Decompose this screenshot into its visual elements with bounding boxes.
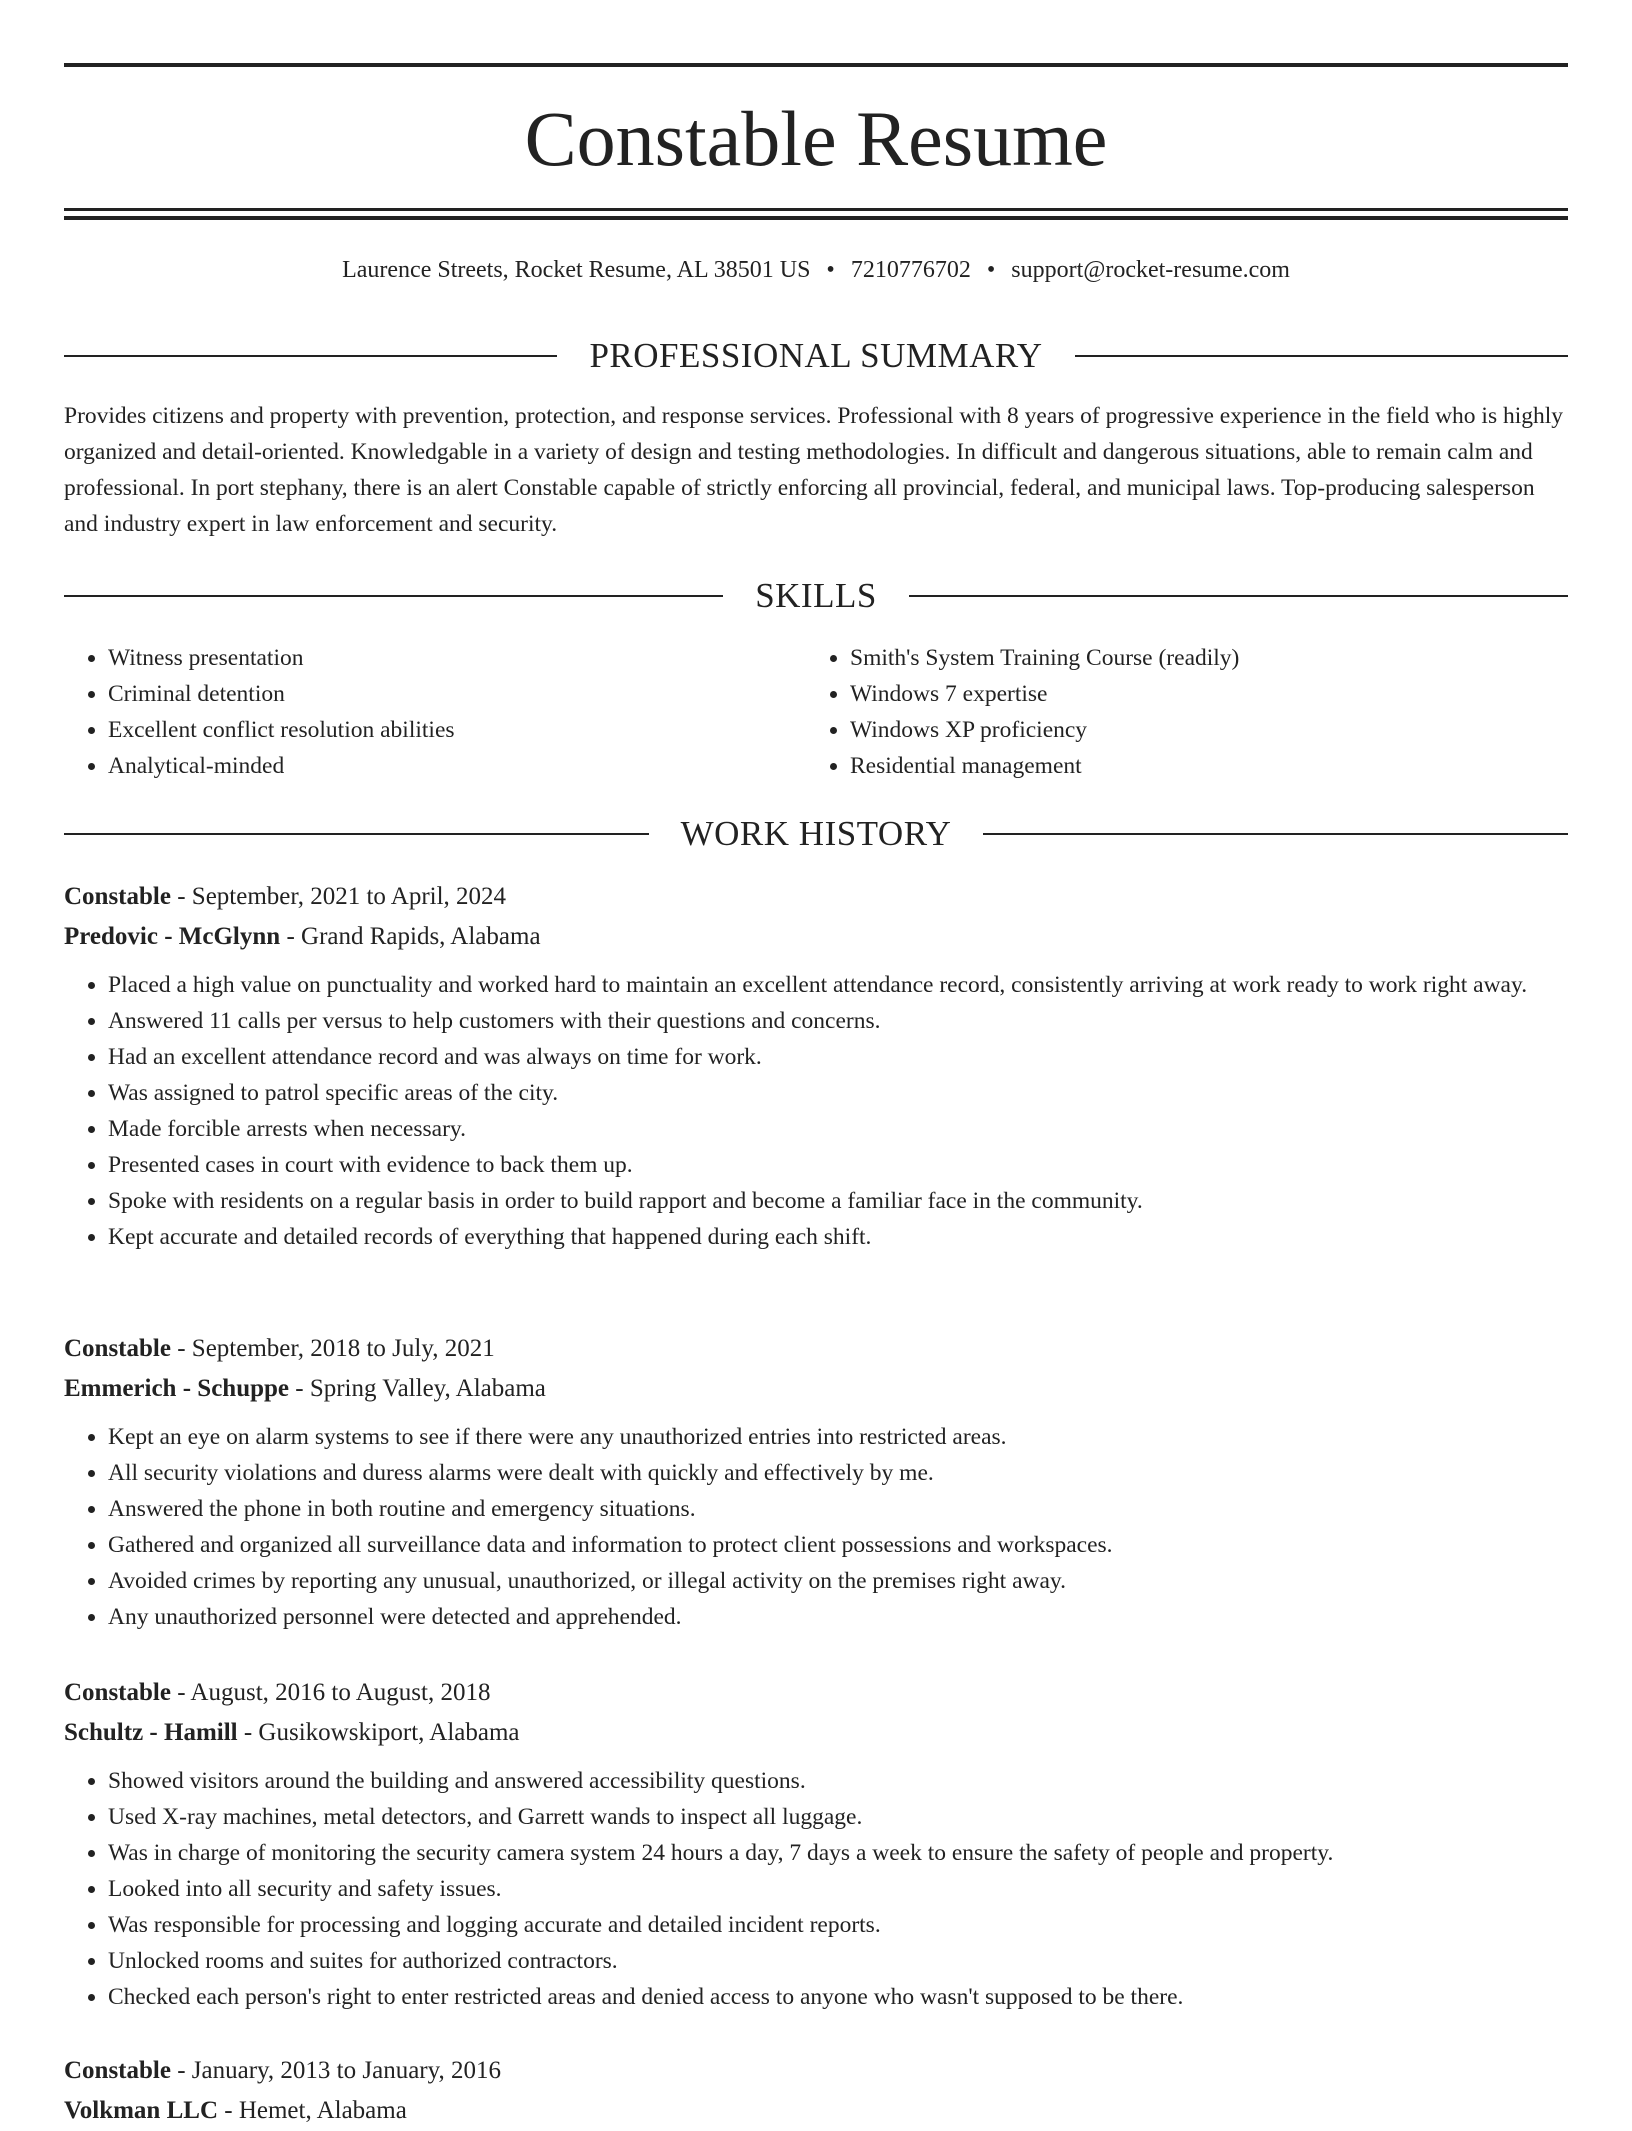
job-bullet: • Kept accurate and detailed records of everything that happened during each shift. xyxy=(108,1219,1568,1255)
contact-line xyxy=(64,254,1568,286)
job-bullet: • Used X-ray machines, metal detectors, and Garrett wands to inspect all luggage. xyxy=(108,1799,1568,1835)
job-role: Constable xyxy=(64,1335,171,1362)
job-entry xyxy=(64,1673,1568,2015)
job-entry xyxy=(64,2051,1568,2131)
job-bullet: • Presented cases in court with evidence to back them up. xyxy=(108,1147,1568,1183)
skill-item: • Windows XP proficiency xyxy=(850,712,1548,748)
summary-text: Provides citizens and property with prevention, protection, and response services. Professional with 8 years of progressive experience in the field who is highly organized and detail-oriented. Knowledgable in a variety of design and testing methodologies. In difficult and dangerous situations, able to remain calm and professional. In port stephany, there is an alert Constable capable of strictly enforcing all provincial, federal, and municipal laws. Top-producing salesperson and industry expert in law enforcement and security. xyxy=(64,403,1564,537)
skill-item: • Windows 7 expertise xyxy=(850,676,1548,712)
job-bullet: • Any unauthorized personnel were detected and apprehended. xyxy=(108,1599,1568,1635)
job-dates: - January, 2013 to January, 2016 xyxy=(170,2057,501,2084)
job-bullet: • All security violations and duress alarms were dealt with quickly and effectively by me. xyxy=(108,1455,1568,1491)
job-bullet: • Looked into all security and safety issues. xyxy=(108,1871,1568,1907)
job-bullet: • Placed a high value on punctuality and worked hard to maintain an excellent attendance record, consistently arriving at work ready to work right away. xyxy=(108,967,1568,1003)
skill-item: • Smith's System Training Course (readily) xyxy=(850,640,1548,676)
job-title-line xyxy=(64,877,1568,917)
job-entry xyxy=(64,877,1568,1255)
heading-rule-right xyxy=(983,833,1568,835)
work-history-heading-label: WORK HISTORY xyxy=(680,814,952,853)
heading-rule-left xyxy=(64,833,649,835)
job-company-line xyxy=(64,1713,1568,1753)
job-company-line xyxy=(64,917,1568,957)
job-company: Emmerich - Schuppe xyxy=(64,1375,289,1402)
job-location: - Grand Rapids, Alabama xyxy=(280,923,541,950)
heading-rule-right xyxy=(909,595,1568,597)
job-dates: - September, 2018 to July, 2021 xyxy=(170,1335,495,1362)
skills-list xyxy=(64,640,1568,784)
job-company-line xyxy=(64,2091,1568,2131)
top-rule xyxy=(64,63,1568,67)
title-rule-upper xyxy=(64,208,1568,211)
contact-separator: • xyxy=(826,257,835,283)
job-bullets xyxy=(64,967,1568,1255)
job-bullet: • Gathered and organized all surveillance data and information to protect client possessions and workspaces. xyxy=(108,1527,1568,1563)
skill-item: • Residential management xyxy=(850,748,1548,784)
contact-address: Laurence Streets, Rocket Resume, AL 38501 US xyxy=(342,257,811,283)
job-bullet: • Was assigned to patrol specific areas of the city. xyxy=(108,1075,1568,1111)
job-title-line xyxy=(64,2051,1568,2091)
summary-heading xyxy=(64,334,1568,378)
job-bullets xyxy=(64,1419,1568,1635)
heading-rule-left xyxy=(64,595,723,597)
job-title-line xyxy=(64,1673,1568,1713)
resume-title: Constable Resume xyxy=(524,95,1108,182)
skills-column-right xyxy=(806,640,1548,784)
skill-item: • Criminal detention xyxy=(108,676,806,712)
job-role: Constable xyxy=(64,2057,171,2084)
work-history-heading xyxy=(64,812,1568,856)
skill-item: • Witness presentation xyxy=(108,640,806,676)
heading-rule-left xyxy=(64,355,557,357)
job-bullet: • Spoke with residents on a regular basis in order to build rapport and become a familiar face in the community. xyxy=(108,1183,1568,1219)
job-bullet: • Answered the phone in both routine and emergency situations. xyxy=(108,1491,1568,1527)
job-bullet: • Was responsible for processing and logging accurate and detailed incident reports. xyxy=(108,1907,1568,1943)
job-bullet: • Was in charge of monitoring the security camera system 24 hours a day, 7 days a week to ensure the safety of people and property. xyxy=(108,1835,1568,1871)
job-company: Volkman LLC xyxy=(64,2097,218,2124)
job-location: - Spring Valley, Alabama xyxy=(289,1375,546,1402)
job-bullet: • Checked each person's right to enter restricted areas and denied access to anyone who wasn't supposed to be there. xyxy=(108,1979,1568,2015)
job-bullet: • Made forcible arrests when necessary. xyxy=(108,1111,1568,1147)
heading-rule-right xyxy=(1075,355,1568,357)
job-location: - Gusikowskiport, Alabama xyxy=(237,1719,520,1746)
job-location: - Hemet, Alabama xyxy=(218,2097,407,2124)
job-bullet: • Had an excellent attendance record and was always on time for work. xyxy=(108,1039,1568,1075)
job-bullet: • Avoided crimes by reporting any unusual, unauthorized, or illegal activity on the premises right away. xyxy=(108,1563,1568,1599)
job-dates: - August, 2016 to August, 2018 xyxy=(170,1679,491,1706)
skill-item: • Excellent conflict resolution abilities xyxy=(108,712,806,748)
job-company-line xyxy=(64,1369,1568,1409)
summary-heading-label: PROFESSIONAL SUMMARY xyxy=(589,336,1043,375)
title-rule-lower xyxy=(64,216,1568,220)
job-role: Constable xyxy=(64,883,171,910)
skills-heading xyxy=(64,574,1568,618)
job-title-line xyxy=(64,1329,1568,1369)
job-company: Predovic - McGlynn xyxy=(64,923,281,950)
job-entry xyxy=(64,1329,1568,1635)
job-dates: - September, 2021 to April, 2024 xyxy=(170,883,507,910)
job-bullet: • Kept an eye on alarm systems to see if there were any unauthorized entries into restricted areas. xyxy=(108,1419,1568,1455)
skills-heading-label: SKILLS xyxy=(755,576,877,615)
job-company: Schultz - Hamill xyxy=(64,1719,238,1746)
job-role: Constable xyxy=(64,1679,171,1706)
job-bullet: • Showed visitors around the building and answered accessibility questions. xyxy=(108,1763,1568,1799)
contact-email[interactable]: support@rocket-resume.com xyxy=(1011,257,1290,283)
skill-item: • Analytical-minded xyxy=(108,748,806,784)
contact-separator: • xyxy=(986,257,996,283)
job-bullets xyxy=(64,1763,1568,2015)
skills-column-left xyxy=(64,640,806,784)
job-bullet: • Answered 11 calls per versus to help customers with their questions and concerns. xyxy=(108,1003,1568,1039)
contact-phone: 7210776702 xyxy=(850,257,971,283)
job-bullet: • Unlocked rooms and suites for authorized contractors. xyxy=(108,1943,1568,1979)
